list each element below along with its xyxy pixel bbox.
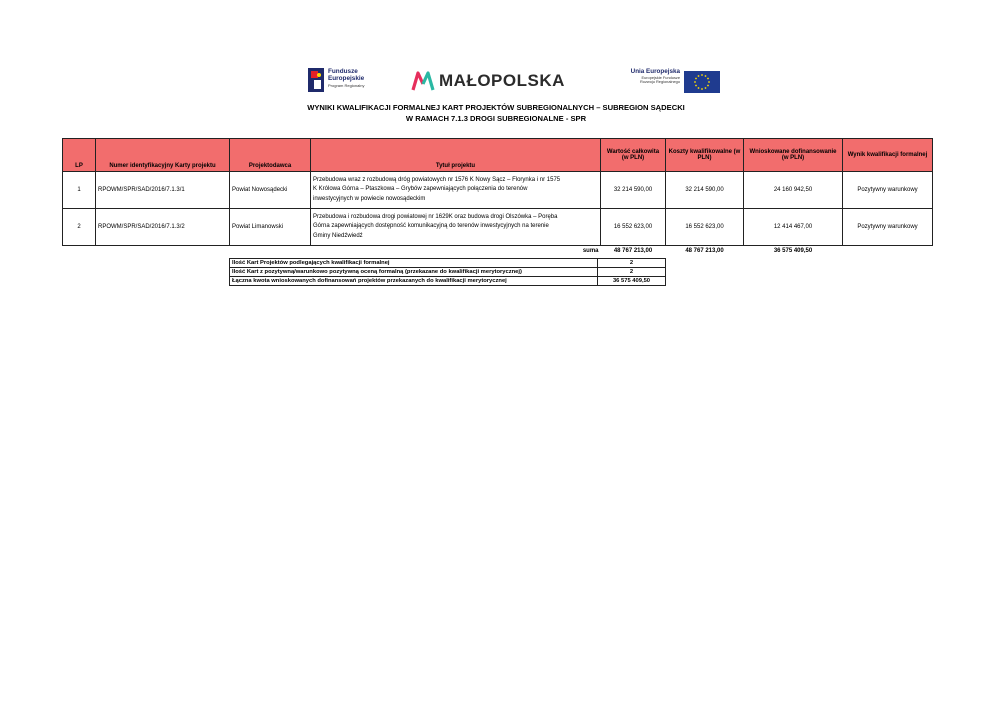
eu-flag-icon — [684, 71, 720, 93]
header-eligible-costs: Koszty kwalifikowalne (w PLN) — [666, 139, 744, 172]
sum-eligible-costs: 48 767 213,00 — [685, 248, 724, 254]
row-lp: 2 — [63, 209, 96, 246]
sum-row — [63, 246, 933, 257]
document-title — [0, 103, 992, 124]
table-header-row — [63, 139, 933, 172]
row-number: RPOWM/SPR/SAD/2016/7.1.3/2 — [96, 209, 230, 246]
summary-label: Łączna kwota wnioskowanych dofinansowań projektów przekazanych do kwalifikacji merytorycznej — [230, 277, 598, 286]
summary-row — [230, 277, 666, 286]
fe-star-icon — [308, 68, 324, 92]
row-applicant: Powiat Limanowski — [230, 209, 311, 246]
summary-row — [230, 259, 666, 268]
title-line1: WYNIKI KWALIFIKACJI FORMALNEJ KART PROJEKTÓW SUBREGIONALNYCH – SUBREGION SĄDECKI — [307, 103, 685, 112]
row-applicant: Powiat Nowosądecki — [230, 172, 311, 209]
row-title-line: inwestycyjnych w powiecie nowosądeckim — [313, 195, 426, 202]
summary-row — [230, 268, 666, 277]
row-total-value: 16 552 623,00 — [601, 209, 666, 246]
header-lp: LP — [63, 139, 96, 172]
row-title-line: Przebudowa wraz z rozbudową dróg powiatowych nr 1576 K Nowy Sącz – Florynka i nr 1575 — [313, 176, 561, 183]
eu-line3: Rozwoju Regionalnego — [639, 79, 680, 85]
summary-label: Ilość Kart Projektów podlegających kwalifikacji formalnej — [230, 259, 598, 268]
row-title-line: Górna zapewniających dostępność komunikacyjną do terenów inwestycyjnych na terenie — [313, 223, 549, 230]
sum-spacer — [63, 246, 96, 257]
eu-text — [618, 69, 680, 85]
malopolska-name: MAŁOPOLSKA — [439, 71, 565, 90]
row-project-title — [311, 172, 601, 209]
unia-europejska-logo — [618, 69, 724, 95]
header-requested: Wnioskowane dofinansowanie (w PLN) — [744, 139, 843, 172]
sum-total-value: 48 767 213,00 — [613, 248, 653, 254]
header-total-value: Wartość całkowita (w PLN) — [601, 139, 666, 172]
sum-requested: 36 575 409,50 — [773, 248, 813, 254]
summary-value: 36 575 409,50 — [598, 277, 666, 286]
sum-spacer — [843, 246, 933, 257]
summary-table — [229, 258, 666, 286]
eu-line2: Europejskie Fundusze — [641, 74, 680, 80]
header-result: Wynik kwalifikacji formalnej — [843, 139, 933, 172]
malopolska-m-icon — [411, 70, 435, 92]
row-title-line: K Królowa Górna – Ptaszkowa – Grybów zapewniających połączenia do terenów — [313, 186, 528, 193]
summary-value: 2 — [598, 268, 666, 277]
eu-line1: Unia Europejska — [630, 68, 680, 75]
row-eligible-costs: 32 214 590,00 — [666, 172, 744, 209]
row-lp: 1 — [63, 172, 96, 209]
title-line2: W RAMACH 7.1.3 DROGI SUBREGIONALNE - SPR — [405, 113, 587, 123]
sum-label: suma — [582, 248, 599, 254]
logo-bar — [0, 66, 992, 98]
fe-line2: Europejskie — [328, 74, 365, 82]
fe-text — [328, 69, 364, 89]
row-number: RPOWM/SPR/SAD/2016/7.1.3/1 — [96, 172, 230, 209]
summary-value: 2 — [598, 259, 666, 268]
sum-spacer — [230, 246, 311, 257]
row-result: Pozytywny warunkowy — [843, 172, 933, 209]
row-project-title — [311, 209, 601, 246]
sum-spacer — [96, 246, 230, 257]
summary-label: Ilość Kart z pozytywną/warunkowo pozytywną oceną formalną (przekazane do kwalifikacji merytorycznej) — [230, 268, 598, 277]
row-requested: 24 160 942,50 — [744, 172, 843, 209]
table-row — [63, 209, 933, 246]
header-applicant: Projektodawca — [230, 139, 311, 172]
header-project-title: Tytuł projektu — [311, 139, 601, 172]
row-title-line: Przebudowa i rozbudowa drogi powiatowej nr 1629K oraz budowa drogi Olszówka – Poręba — [313, 213, 558, 220]
row-eligible-costs: 16 552 623,00 — [666, 209, 744, 246]
fe-line1: Fundusze — [328, 68, 358, 75]
header-number: Numer identyfikacyjny Karty projektu — [96, 139, 230, 172]
table-row — [63, 172, 933, 209]
fundusze-europejskie-logo — [308, 68, 378, 94]
row-requested: 12 414 467,00 — [744, 209, 843, 246]
fe-line3: Program Regionalny — [328, 82, 365, 88]
row-title-line: Gminy Niedźwiedź — [313, 232, 363, 239]
row-total-value: 32 214 590,00 — [601, 172, 666, 209]
results-table — [62, 138, 933, 256]
row-result: Pozytywny warunkowy — [843, 209, 933, 246]
